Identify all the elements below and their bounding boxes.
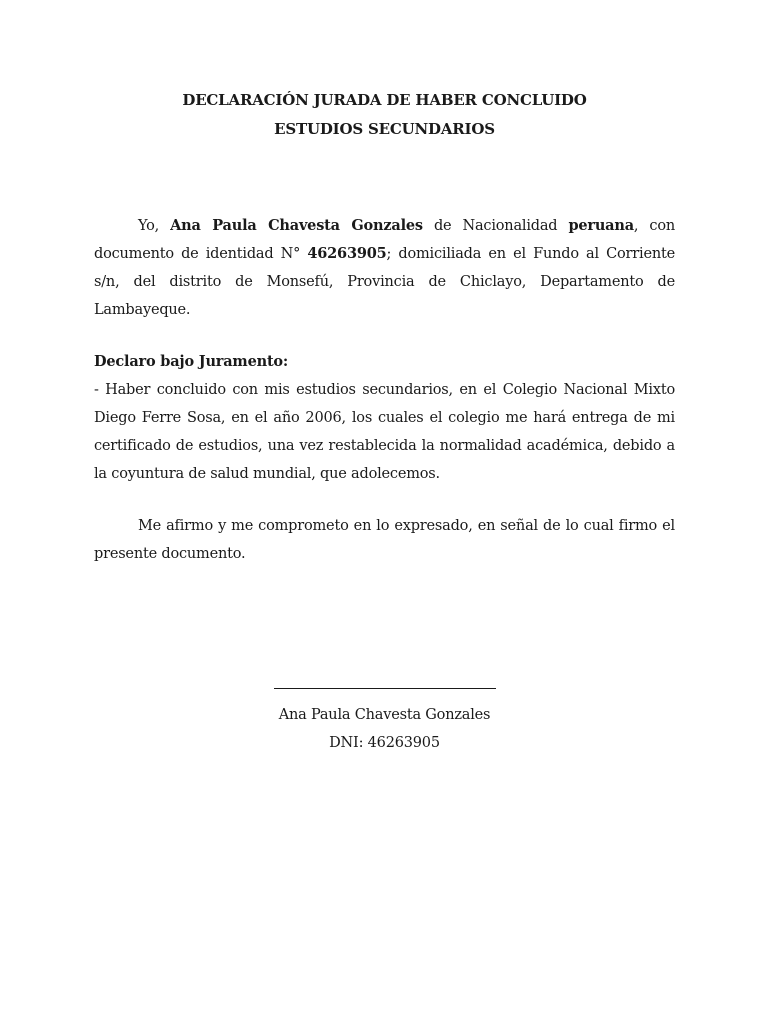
intro-yo: Yo, (138, 218, 171, 234)
declaration-heading: Declaro bajo Juramento: (94, 353, 289, 370)
document-body (94, 86, 675, 568)
signature-dni: DNI: 46263905 (329, 735, 440, 751)
signature-line (94, 672, 675, 693)
intro-paragraph (94, 212, 675, 324)
dni-number: 46263905 (307, 245, 387, 262)
declarant-name: Ana Paula Chavesta Gonzales (170, 217, 423, 234)
closing-paragraph: Me afirmo y me comprometo en lo expresado, en señal de lo cual firmo el presente documento. (94, 518, 675, 562)
id-prefix: , con documento de identidad N° (94, 218, 675, 262)
signature-block (94, 672, 675, 757)
signature-name: Ana Paula Chavesta Gonzales (278, 707, 491, 723)
document-title-line1: DECLARACIÓN JURADA DE HABER CONCLUIDO (182, 91, 587, 109)
nationality: peruana (568, 217, 634, 234)
intro-rest: ; domiciliada en el Fundo al Corriente s/n, del distrito de Monsefú, Provincia de Chiclayo, Departamento de Lambayeque. (94, 246, 675, 318)
declaration-body: - Haber concluido con mis estudios secundarios, en el Colegio Nacional Mixto Diego Ferre Sosa, en el año 2006, los cuales el colegio me hará entrega de mi certificado de estudios, una vez restablecida la normalidad académica, debido a la coyuntura de salud mundial, que adolecemos. (94, 382, 675, 482)
document-title-line2: ESTUDIOS SECUNDARIOS (274, 120, 495, 138)
nationality-prefix: de Nacionalidad (422, 218, 569, 234)
